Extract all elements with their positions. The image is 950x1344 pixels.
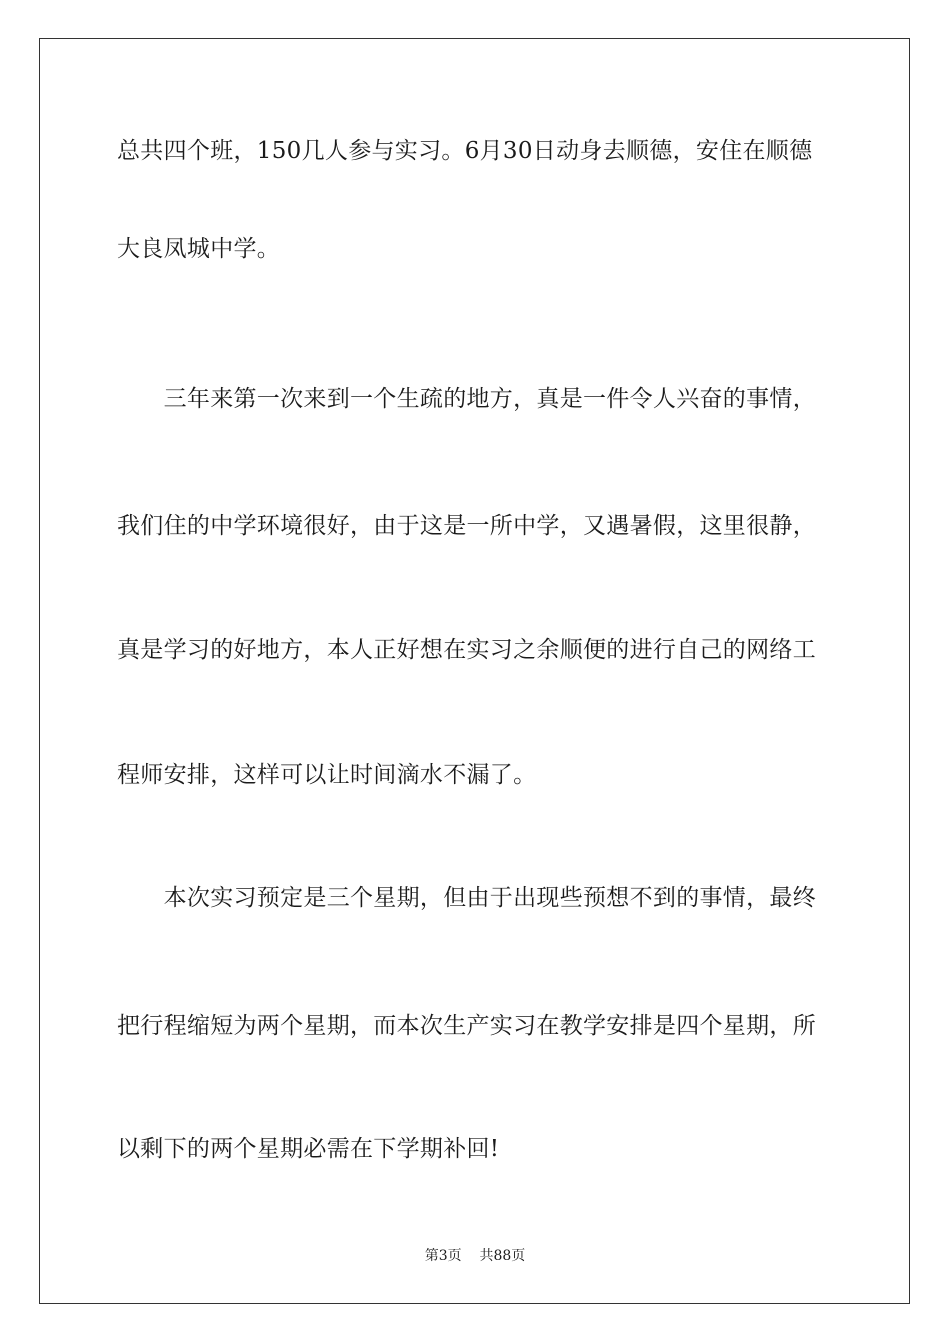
body-line-9: 以剩下的两个星期必需在下学期补回! [117,1136,500,1162]
body-line-1: 总共四个班，150几人参与实习。6月30日动身去顺德，安住在顺德 [117,138,813,164]
body-line-7: 本次实习预定是三个星期，但由于出现些预想不到的事情，最终 [117,885,816,911]
body-line-6: 程师安排，这样可以让时间滴水不漏了。 [117,762,537,788]
page-footer [0,1247,950,1265]
page-border [39,38,910,1304]
page-number: 第3页 [424,1248,462,1264]
body-line-4: 我们住的中学环境很好，由于这是一所中学，又遇暑假，这里很静， [117,513,816,539]
body-line-8: 把行程缩短为两个星期，而本次生产实习在教学安排是四个星期，所 [117,1013,816,1039]
body-line-3: 三年来第一次来到一个生疏的地方，真是一件令人兴奋的事情， [117,386,816,412]
page-total: 共88页 [479,1248,526,1264]
body-line-2: 大良凤城中学。 [117,236,281,262]
body-line-5: 真是学习的好地方，本人正好想在实习之余顺便的进行自己的网络工 [117,637,816,663]
